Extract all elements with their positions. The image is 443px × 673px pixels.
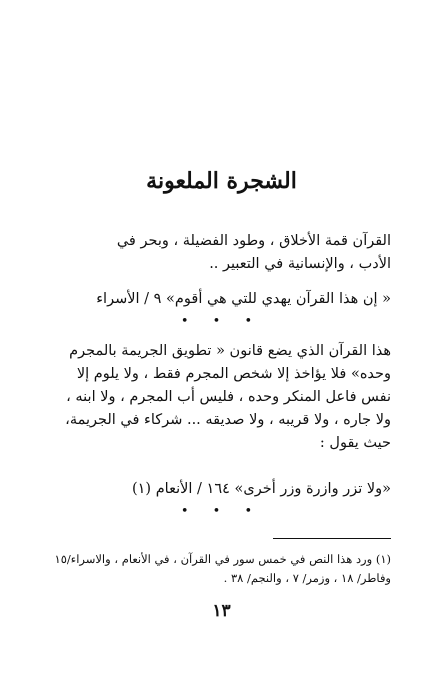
footnote xyxy=(46,550,391,588)
paragraph-line: الأدب ، والإنسانية في التعبير .. xyxy=(209,256,391,272)
footnote-line: (١) ورد هذا النص في خمس سور في القرآن ، في الأنعام ، والاسراء/١٥ xyxy=(54,552,391,566)
paragraph-main xyxy=(46,340,391,455)
paragraph-line: هذا القرآن الذي يضع قانون « تطويق الجريمة بالمجرم xyxy=(69,343,391,359)
footnote-line: وفاطر/ ١٨ ، وزمر/ ٧ ، والنجم/ ٣٨ . xyxy=(223,571,391,585)
section-separator: • • • xyxy=(180,314,263,329)
paragraph-line: القرآن قمة الأخلاق ، وطود الفضيلة ، وبحر في xyxy=(116,233,391,249)
footnote-divider xyxy=(273,538,391,539)
paragraph-line: نفس فاعل المنكر وحده ، فليس أب المجرم ، ولا ابنه ، xyxy=(66,389,391,405)
quran-quote-anam: «ولا تزر وازرة وزر أخرى» ١٦٤ / الأنعام (١) xyxy=(131,481,391,497)
quran-quote-isra: « إن هذا القرآن يهدي للتي هي أقوم» ٩ / الأسراء xyxy=(96,291,391,307)
paragraph-line: ولا جاره ، ولا قريبه ، ولا صديقه ... شركاء في الجريمة، xyxy=(65,412,391,428)
chapter-title: الشجرة الملعونة xyxy=(146,168,297,194)
section-separator: • • • xyxy=(180,504,263,519)
paragraph-line: حيث يقول : xyxy=(319,435,391,451)
paragraph-intro xyxy=(46,230,391,276)
paragraph-line: وحده» فلا يؤاخذ إلا شخص المجرم فقط ، ولا يلوم إلا xyxy=(76,366,391,382)
page-number: ١٣ xyxy=(212,601,231,621)
